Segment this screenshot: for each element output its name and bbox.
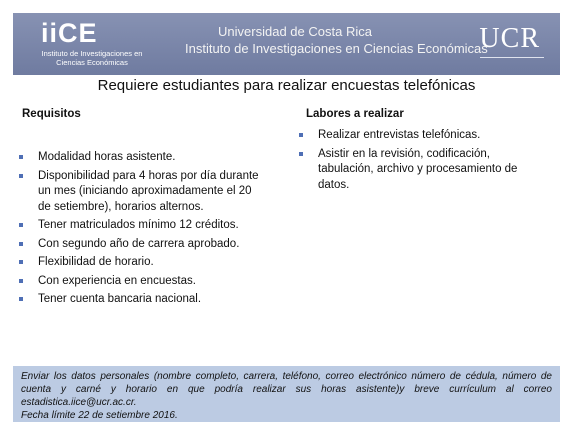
institute-name: Instituto de Investigaciones en Ciencias Económicas	[185, 41, 488, 56]
iice-logo: iiCE	[41, 18, 98, 48]
requirements-item-text: Con segundo año de carrera aprobado.	[38, 237, 240, 250]
tasks-item	[296, 147, 546, 194]
ucr-logo-underline	[480, 57, 544, 58]
requirements-heading: Requisitos	[22, 108, 81, 120]
requirements-item	[16, 218, 264, 234]
bullet-icon	[19, 260, 23, 264]
bullet-icon	[19, 223, 23, 227]
requirements-item	[16, 292, 264, 308]
bullet-icon	[19, 297, 23, 301]
requirements-item-text: Con experiencia en encuestas.	[38, 274, 196, 287]
iice-logo-subtitle	[27, 49, 157, 67]
requirements-item	[16, 274, 264, 290]
institution-title	[185, 23, 488, 57]
bullet-icon	[19, 174, 23, 178]
requirements-item-text: Modalidad horas asistente.	[38, 151, 176, 163]
bullet-icon	[19, 155, 23, 159]
bullet-icon	[19, 242, 23, 246]
footer-deadline: Fecha límite 22 de setiembre 2016.	[21, 410, 178, 421]
requirements-item-text: Tener cuenta bancaria nacional.	[38, 293, 202, 305]
requirements-item-text: Tener matriculados mínimo 12 créditos.	[38, 219, 239, 231]
requirements-list	[16, 150, 264, 311]
tasks-item-text: Asistir en la revisión, codificación, tabulación, archivo y procesamiento de datos.	[318, 147, 518, 191]
footer-instructions-box	[13, 366, 560, 422]
tasks-item-text: Realizar entrevistas telefónicas.	[318, 129, 481, 141]
requirements-item-text: Disponibilidad para 4 horas por día durante un mes (iniciando aproximadamente el 20 de setiembre), horarios alternos.	[38, 169, 259, 213]
requirements-item	[16, 150, 264, 166]
requirements-item	[16, 169, 264, 216]
requirements-item-text: Flexibilidad de horario.	[38, 256, 154, 268]
tasks-heading: Labores a realizar	[306, 108, 404, 120]
bullet-icon	[19, 279, 23, 283]
tasks-item	[296, 128, 546, 144]
logo-subtitle-line-2: Ciencias Económicas	[56, 58, 128, 67]
bullet-icon	[299, 152, 303, 156]
footer-instructions: Enviar los datos personales (nombre completo, carrera, teléfono, correo electrónico número de cédula, número de cuenta y carné y horario en que podría realizar sus horas asistente)y breve currículum al correo estadistica.iice@ucr.ac.cr.	[21, 371, 552, 408]
requirements-item	[16, 255, 264, 271]
page-title: Requiere estudiantes para realizar encuestas telefónicas	[97, 77, 476, 94]
ucr-logo: UCR	[479, 23, 540, 54]
header-banner	[13, 13, 560, 75]
bullet-icon	[299, 133, 303, 137]
requirements-item	[16, 237, 264, 253]
university-name: Universidad de Costa Rica	[218, 24, 372, 39]
logo-subtitle-line-1: Instituto de Investigaciones en	[41, 49, 143, 58]
tasks-list	[296, 128, 546, 196]
